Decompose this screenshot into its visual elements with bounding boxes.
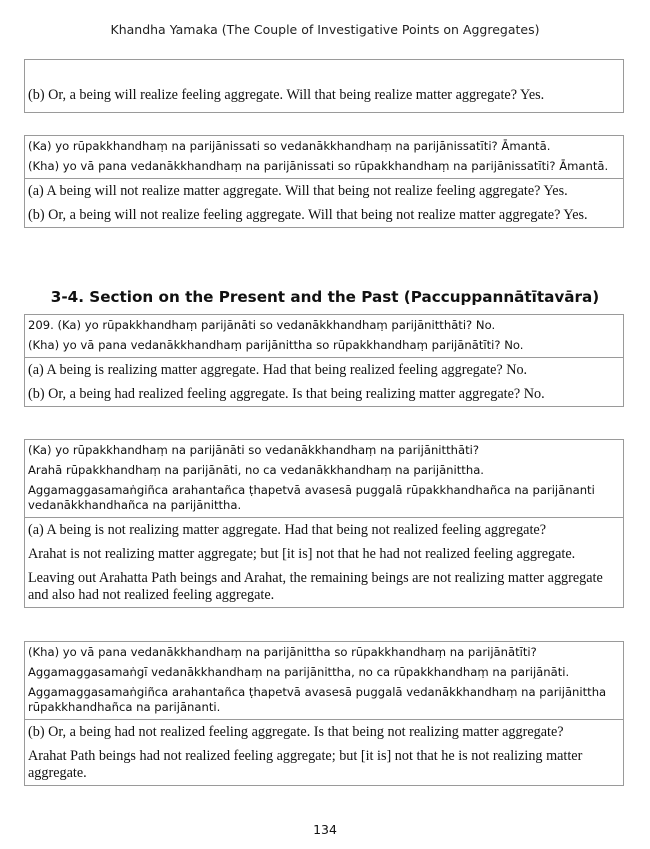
pali-line: Aggamaggasamaṅgiñca arahantañca ṭhapetvā avasesā puggalā rūpakkhandhañca na parijānanti vedanākkhandhañca na parijānittha. (28, 483, 595, 512)
english-line: (b) Or, a being had not realized feeling aggregate. Is that being not realizing matter aggregate? (28, 724, 564, 740)
text-block (24, 135, 624, 228)
page-number: 134 (313, 822, 337, 837)
pali-line: (Kha) yo vā pana vedanākkhandhaṃ na parijānissati so rūpakkhandhaṃ na parijānissatīti? Āmantā. (28, 159, 609, 173)
text-block (24, 641, 624, 786)
text-block (24, 59, 624, 113)
english-translation (25, 358, 623, 406)
english-line: Leaving out Arahatta Path beings and Arahat, the remaining beings are not realizing matter aggregate and also had not realized feeling aggregate. (28, 570, 603, 603)
pali-line: (Ka) yo rūpakkhandhaṃ na parijānāti so vedanākkhandhaṃ na parijānitthāti? (28, 443, 479, 457)
pali-text (25, 315, 623, 358)
english-line: (b) Or, a being will realize feeling aggregate. Will that being realize matter aggregate? Yes. (28, 87, 545, 103)
pali-line: (Kha) yo vā pana vedanākkhandhaṃ parijānittha so rūpakkhandhaṃ parijānātīti? No. (28, 338, 524, 352)
english-line: (a) A being is realizing matter aggregate. Had that being realized feeling aggregate? No. (28, 362, 528, 378)
pali-line: Aggamaggasamaṅgī vedanākkhandhaṃ na parijānittha, no ca rūpakkhandhaṃ na parijānāti. (28, 665, 570, 679)
section-heading: 3-4. Section on the Present and the Past (Paccuppannātītavāra) (50, 288, 600, 306)
text-block (24, 439, 624, 608)
english-line: (a) A being is not realizing matter aggregate. Had that being not realized feeling aggregate? (28, 522, 547, 538)
english-line: Arahat is not realizing matter aggregate; but [it is] not that he had not realized feeling aggregate. (28, 546, 576, 562)
pali-line: Aggamaggasamaṅgiñca arahantañca ṭhapetvā avasesā puggalā vedanākkhandhaṃ na parijānittha rūpakkhandhañca na parijānanti. (28, 685, 607, 714)
english-translation (25, 720, 623, 785)
english-translation (25, 179, 623, 227)
pali-line: (Ka) yo rūpakkhandhaṃ na parijānissati so vedanākkhandhaṃ na parijānissatīti? Āmantā. (28, 139, 551, 153)
pali-text (25, 136, 623, 179)
text-block (24, 314, 624, 407)
english-line: Arahat Path beings had not realized feeling aggregate; but [it is] not that he is not realizing matter aggregate. (28, 748, 583, 781)
english-translation (25, 60, 623, 107)
pali-text (25, 440, 623, 518)
english-line: (a) A being will not realize matter aggregate. Will that being not realize feeling aggregate? Yes. (28, 183, 568, 199)
english-translation (25, 518, 623, 607)
pali-line: Arahā rūpakkhandhaṃ na parijānāti, no ca vedanākkhandhaṃ na parijānittha. (28, 463, 484, 477)
pali-line: 209. (Ka) yo rūpakkhandhaṃ parijānāti so vedanākkhandhaṃ parijānitthāti? No. (28, 318, 496, 332)
pali-text (25, 642, 623, 720)
page-header: Khandha Yamaka (The Couple of Investigative Points on Aggregates) (110, 22, 540, 37)
english-line: (b) Or, a being had realized feeling aggregate. Is that being realizing matter aggregate? No. (28, 386, 545, 402)
pali-line: (Kha) yo vā pana vedanākkhandhaṃ na parijānittha so rūpakkhandhaṃ na parijānātīti? (28, 645, 537, 659)
english-line: (b) Or, a being will not realize feeling aggregate. Will that being not realize matter aggregate? Yes. (28, 207, 588, 223)
